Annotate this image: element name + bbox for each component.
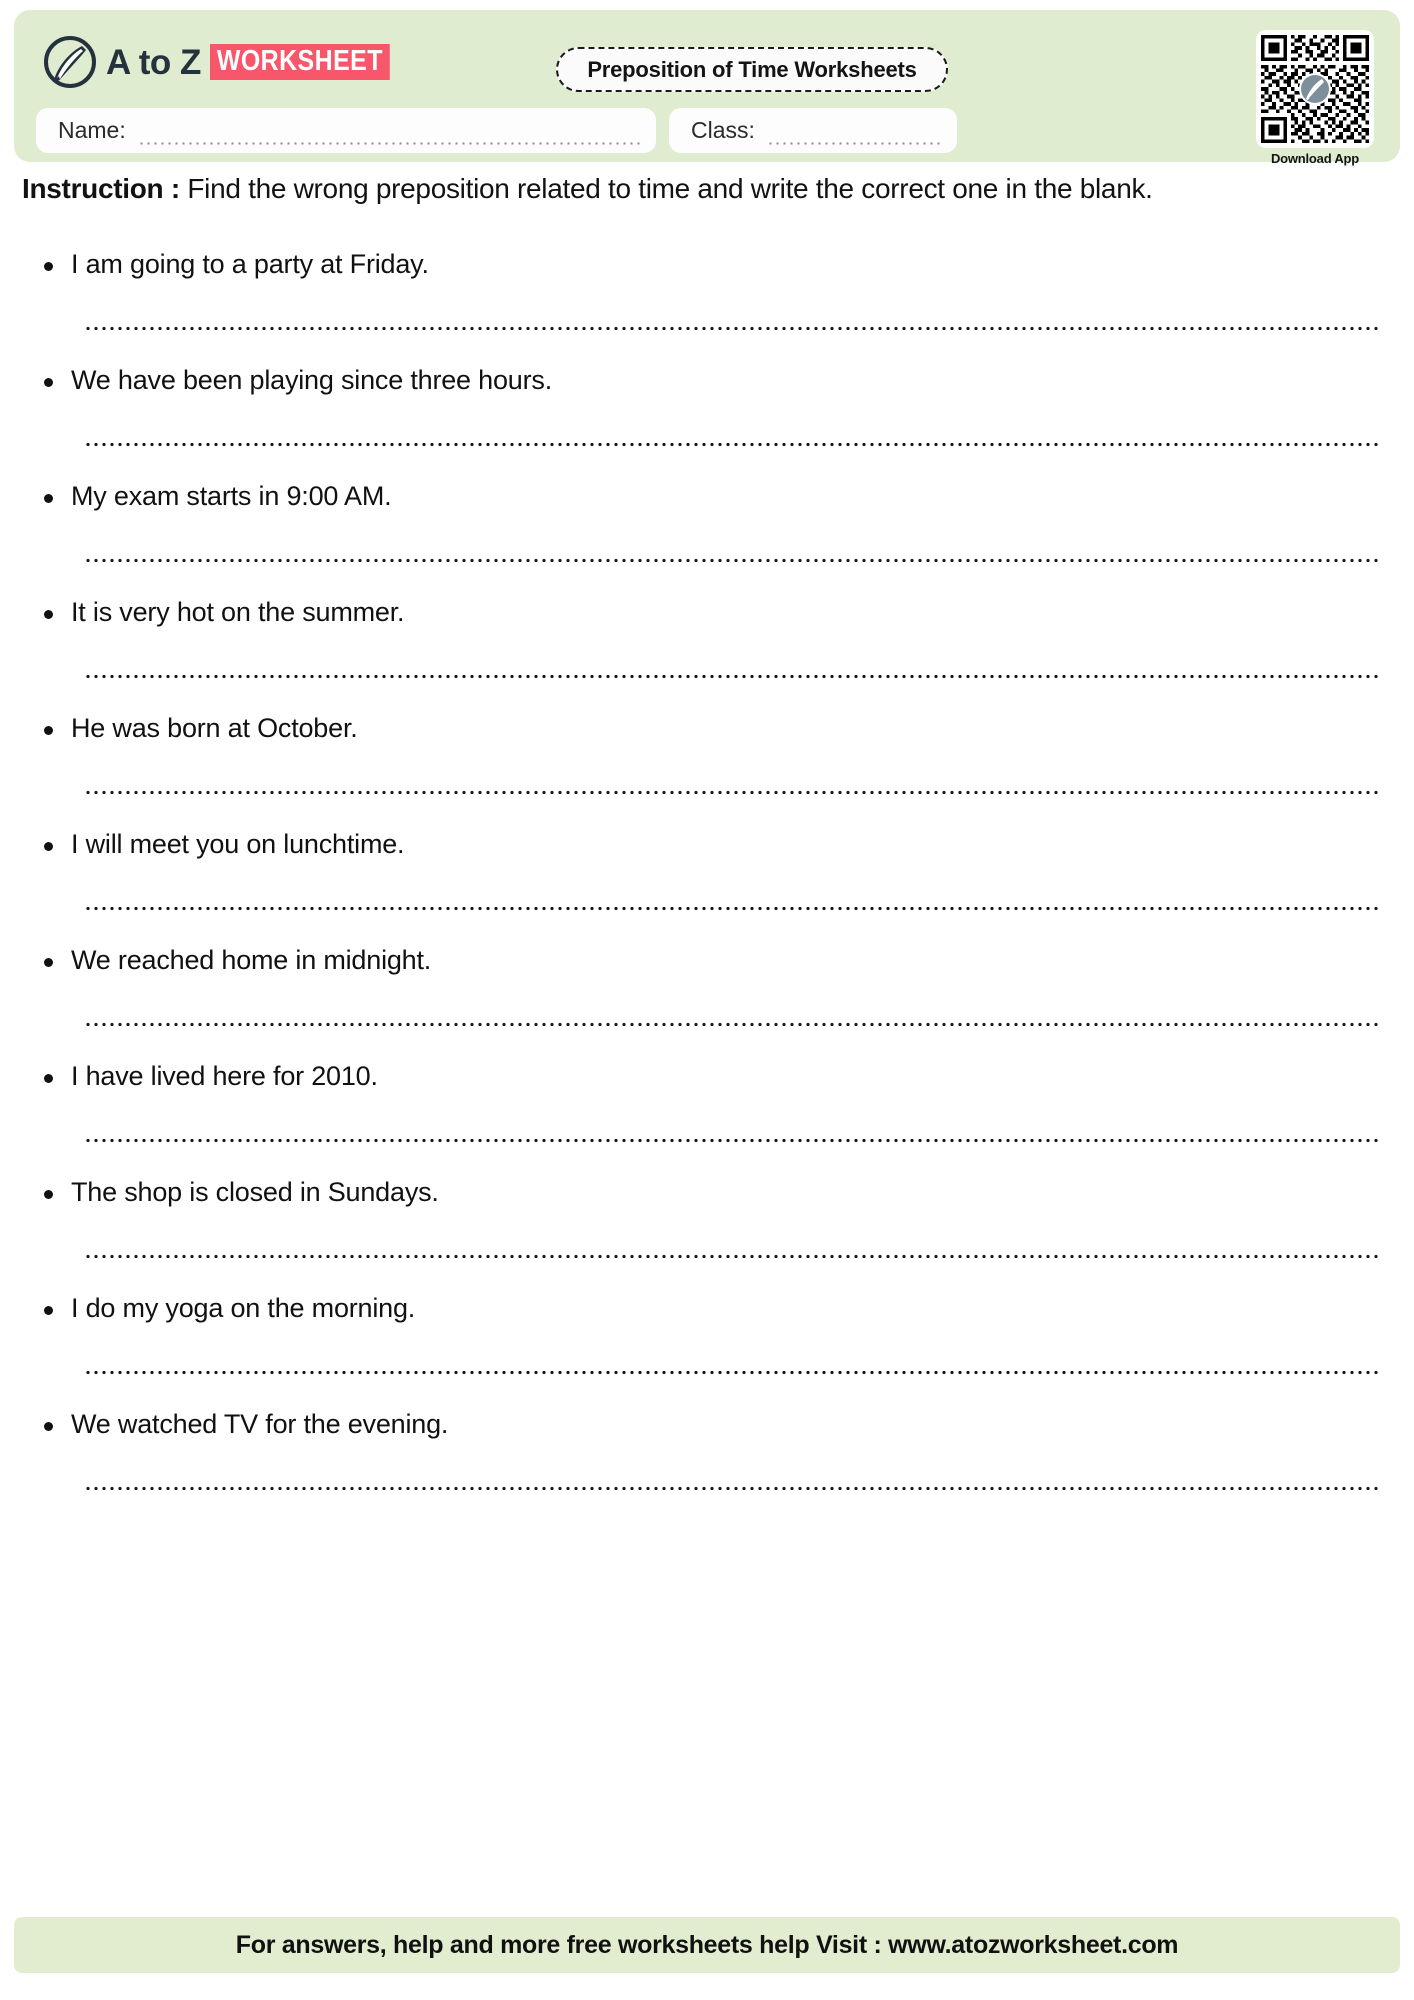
bullet-icon: [44, 494, 53, 503]
pen-in-circle-logo-icon: [44, 36, 96, 88]
answer-line[interactable]: [84, 326, 1382, 331]
name-field-writing-line[interactable]: [138, 127, 642, 147]
answer-line[interactable]: [84, 790, 1382, 795]
answer-line[interactable]: [84, 1138, 1382, 1143]
instruction-label: Instruction :: [22, 173, 180, 204]
download-app-qr-group[interactable]: [1235, 30, 1395, 166]
instruction-block: [22, 172, 1372, 206]
answer-line[interactable]: [84, 674, 1382, 679]
bullet-icon: [44, 378, 53, 387]
answer-line[interactable]: [84, 1022, 1382, 1027]
list-item: [22, 712, 1392, 828]
brand-name-atoz: A to Z: [106, 42, 201, 82]
qr-embedded-logo-icon: [1299, 73, 1331, 105]
bullet-icon: [44, 958, 53, 967]
footer-text[interactable]: For answers, help and more free worksheets help Visit : www.atozworksheet.com: [235, 1930, 1179, 1959]
list-item: [22, 364, 1392, 480]
question-list: [22, 248, 1392, 1524]
list-item: [22, 1408, 1392, 1524]
instruction-text: Find the wrong preposition related to time and write the correct one in the blank.: [187, 173, 1153, 204]
qr-code-icon[interactable]: [1256, 30, 1374, 148]
question-text: We reached home in midnight.: [71, 945, 432, 975]
answer-line[interactable]: [84, 906, 1382, 911]
list-item: [22, 480, 1392, 596]
worksheet-footer: [14, 1917, 1400, 1973]
answer-line[interactable]: [84, 442, 1382, 447]
question-text: I am going to a party at Friday.: [71, 249, 429, 279]
class-field-label: Class:: [691, 117, 755, 143]
bullet-icon: [44, 262, 53, 271]
question-text: I have lived here for 2010.: [71, 1061, 378, 1091]
bullet-icon: [44, 726, 53, 735]
name-field-label: Name:: [58, 117, 126, 143]
list-item: [22, 248, 1392, 364]
brand-wordmark: [106, 44, 419, 80]
name-field[interactable]: [36, 108, 656, 153]
brand-name-worksheet: WORKSHEET: [210, 44, 390, 80]
question-text: My exam starts in 9:00 AM.: [71, 481, 392, 511]
bullet-icon: [44, 1306, 53, 1315]
list-item: [22, 1176, 1392, 1292]
list-item: [22, 828, 1392, 944]
list-item: [22, 944, 1392, 1060]
question-text: It is very hot on the summer.: [71, 597, 405, 627]
worksheet-header: [14, 10, 1400, 166]
list-item: [22, 1292, 1392, 1408]
bullet-icon: [44, 1190, 53, 1199]
question-text: The shop is closed in Sundays.: [71, 1177, 439, 1207]
question-text: We watched TV for the evening.: [71, 1409, 449, 1439]
brand-logo-group: [44, 36, 419, 88]
bullet-icon: [44, 1074, 53, 1083]
answer-line[interactable]: [84, 1486, 1382, 1491]
page-title: Preposition of Time Worksheets: [587, 56, 917, 82]
worksheet-title-chip: [556, 47, 948, 92]
download-app-label: Download App: [1270, 151, 1360, 166]
question-text: We have been playing since three hours.: [71, 365, 553, 395]
class-field[interactable]: [669, 108, 957, 153]
bullet-icon: [44, 842, 53, 851]
class-field-writing-line[interactable]: [767, 127, 943, 147]
answer-line[interactable]: [84, 1254, 1382, 1259]
bullet-icon: [44, 1422, 53, 1431]
list-item: [22, 596, 1392, 712]
question-text: I will meet you on lunchtime.: [71, 829, 405, 859]
question-text: I do my yoga on the morning.: [71, 1293, 416, 1323]
list-item: [22, 1060, 1392, 1176]
question-text: He was born at October.: [71, 713, 358, 743]
answer-line[interactable]: [84, 558, 1382, 563]
bullet-icon: [44, 610, 53, 619]
answer-line[interactable]: [84, 1370, 1382, 1375]
